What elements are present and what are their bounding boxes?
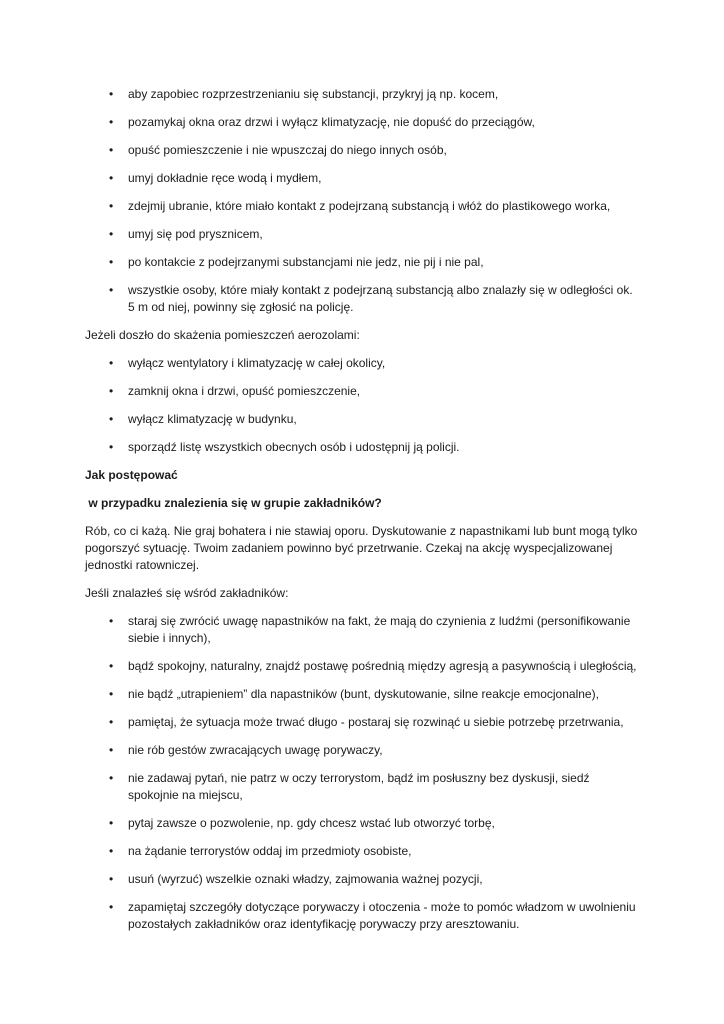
list-item bbox=[85, 226, 641, 243]
bullet-icon: • bbox=[109, 171, 114, 185]
bullet-icon: • bbox=[109, 614, 114, 628]
bullet-icon: • bbox=[109, 771, 114, 785]
bullet-icon: • bbox=[109, 440, 114, 454]
bullet-icon: • bbox=[109, 900, 114, 914]
list-item bbox=[85, 282, 641, 316]
bullet-icon: • bbox=[109, 143, 114, 157]
list-item-text: nie bądź „utrapieniem” dla napastników (bunt, dyskutowanie, silne reakcje emocjonalne), bbox=[128, 687, 599, 701]
hostage-behavior-list bbox=[85, 613, 641, 933]
bullet-icon: • bbox=[109, 283, 114, 297]
bullet-icon: • bbox=[109, 87, 114, 101]
list-item-text: umyj dokładnie ręce wodą i mydłem, bbox=[128, 171, 322, 185]
list-item-text: wszystkie osoby, które miały kontakt z podejrzaną substancją albo znalazły się w odległości ok. 5 m od niej, powinny się zgłosić na policję. bbox=[128, 283, 633, 314]
list-item bbox=[85, 114, 641, 131]
list-item-text: zapamiętaj szczegóły dotyczące porywaczy i otoczenia - może to pomóc władzom w uwolnieniu pozostałych zakładników oraz identyfikację porywaczy przy aresztowaniu. bbox=[128, 900, 636, 931]
list-item-text: staraj się zwrócić uwagę napastników na fakt, że mają do czynienia z ludźmi (personifikowanie siebie i innych), bbox=[128, 614, 631, 645]
list-item-text: zamknij okna i drzwi, opuść pomieszczenie, bbox=[128, 384, 361, 398]
hostage-heading-line2: w przypadku znalezienia się w grupie zakładników? bbox=[85, 496, 382, 510]
list-item bbox=[85, 86, 641, 103]
list-item bbox=[85, 871, 641, 888]
list-item bbox=[85, 843, 641, 860]
bullet-icon: • bbox=[109, 715, 114, 729]
hostage-intro-paragraph: Rób, co ci każą. Nie graj bohatera i nie stawiaj oporu. Dyskutowanie z napastnikami lub bunt mogą tylko pogorszyć sytuację. Twoim zadaniem powinno być przetrwanie. Czekaj na akcję wyspecjalizowanej jednostki ratowniczej. bbox=[85, 524, 638, 572]
list-item bbox=[85, 198, 641, 215]
bullet-icon: • bbox=[109, 115, 114, 129]
hostage-list-intro-paragraph: Jeśli znalazłeś się wśród zakładników: bbox=[85, 586, 289, 600]
list-item-text: umyj się pod prysznicem, bbox=[128, 227, 263, 241]
bullet-icon: • bbox=[109, 227, 114, 241]
list-item-text: bądź spokojny, naturalny, znajdź postawę pośrednią między agresją a pasywnością i uległością, bbox=[128, 659, 637, 673]
list-item-text: po kontakcie z podejrzanymi substancjami nie jedz, nie pij i nie pal, bbox=[128, 255, 484, 269]
list-item-text: pytaj zawsze o pozwolenie, np. gdy chcesz wstać lub otworzyć torbę, bbox=[128, 816, 495, 830]
list-item-text: usuń (wyrzuć) wszelkie oznaki władzy, zajmowania ważnej pozycji, bbox=[128, 872, 483, 886]
list-item bbox=[85, 355, 641, 372]
bullet-icon: • bbox=[109, 199, 114, 213]
bullet-icon: • bbox=[109, 844, 114, 858]
list-item bbox=[85, 439, 641, 456]
bullet-icon: • bbox=[109, 687, 114, 701]
list-item bbox=[85, 411, 641, 428]
list-item bbox=[85, 899, 641, 933]
list-item bbox=[85, 170, 641, 187]
list-item-text: aby zapobiec rozprzestrzenianiu się substancji, przykryj ją np. kocem, bbox=[128, 87, 499, 101]
list-item bbox=[85, 254, 641, 271]
contamination-precautions-list bbox=[85, 86, 641, 316]
list-item-text: pamiętaj, że sytuacja może trwać długo - postaraj się rozwinąć u siebie potrzebę przetrwania, bbox=[128, 715, 624, 729]
aerosol-steps-list bbox=[85, 355, 641, 456]
bullet-icon: • bbox=[109, 412, 114, 426]
list-item-text: sporządź listę wszystkich obecnych osób i udostępnij ją policji. bbox=[128, 440, 460, 454]
list-item-text: zdejmij ubranie, które miało kontakt z podejrzaną substancją i włóż do plastikowego worka, bbox=[128, 199, 611, 213]
list-item bbox=[85, 613, 641, 647]
list-item bbox=[85, 142, 641, 159]
list-item-text: na żądanie terrorystów oddaj im przedmioty osobiste, bbox=[128, 844, 412, 858]
bullet-icon: • bbox=[109, 255, 114, 269]
document-content bbox=[85, 86, 641, 944]
list-item bbox=[85, 815, 641, 832]
hostage-heading-line1: Jak postępować bbox=[85, 468, 178, 482]
bullet-icon: • bbox=[109, 872, 114, 886]
list-item bbox=[85, 658, 641, 675]
list-item-text: opuść pomieszczenie i nie wpuszczaj do niego innych osób, bbox=[128, 143, 447, 157]
list-item-text: wyłącz wentylatory i klimatyzację w całej okolicy, bbox=[128, 356, 386, 370]
list-item-text: wyłącz klimatyzację w budynku, bbox=[128, 412, 297, 426]
list-item bbox=[85, 714, 641, 731]
list-item bbox=[85, 383, 641, 400]
list-item bbox=[85, 742, 641, 759]
list-item bbox=[85, 770, 641, 804]
bullet-icon: • bbox=[109, 743, 114, 757]
list-item-text: pozamykaj okna oraz drzwi i wyłącz klimatyzację, nie dopuść do przeciągów, bbox=[128, 115, 535, 129]
list-item-text: nie zadawaj pytań, nie patrz w oczy terrorystom, bądź im posłuszny bez dyskusji, siedź spokojnie na miejscu, bbox=[128, 771, 590, 802]
bullet-icon: • bbox=[109, 384, 114, 398]
bullet-icon: • bbox=[109, 356, 114, 370]
list-item bbox=[85, 686, 641, 703]
list-item-text: nie rób gestów zwracających uwagę porywaczy, bbox=[128, 743, 383, 757]
bullet-icon: • bbox=[109, 816, 114, 830]
bullet-icon: • bbox=[109, 659, 114, 673]
aerosol-intro-paragraph: Jeżeli doszło do skażenia pomieszczeń aerozolami: bbox=[85, 328, 360, 342]
